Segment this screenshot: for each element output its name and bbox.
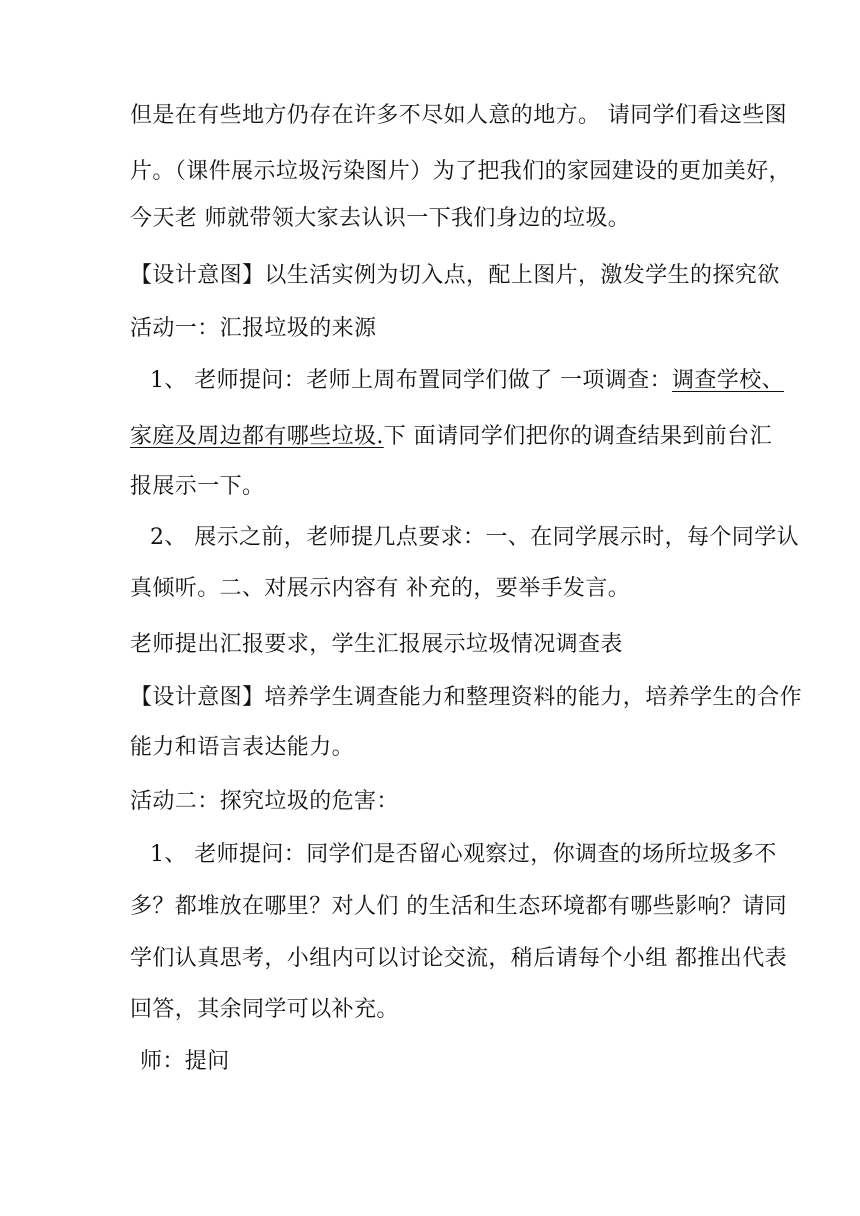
text-line: 多？都堆放在哪里？对人们 的生活和生态环境都有哪些影响？请同 <box>130 894 787 919</box>
design-intent-line: 【设计意图】培养学生调查能力和整理资料的能力，培养学生的合作 <box>130 685 803 710</box>
text-line: 真倾听。二、对展示内容有 补充的，要举手发言。 <box>130 576 631 601</box>
text-line: 回答，其余同学可以补充。 <box>130 997 399 1022</box>
activity-heading: 活动一：汇报垃圾的来源 <box>130 316 377 341</box>
text-line: 师：提问 <box>140 1049 230 1074</box>
text-line: 学们认真思考，小组内可以讨论交流，稍后请每个小组 都推出代表 <box>130 946 787 971</box>
text-line: 今天老 师就带领大家去认识一下我们身边的垃圾。 <box>130 206 631 231</box>
text-line: 2、 展示之前，老师提几点要求：一、在同学展示时，每个同学认 <box>150 525 799 550</box>
text-line: 片。（课件展示垃圾污染图片）为了把我们的家园建设的更加美好， <box>130 159 792 184</box>
text-line <box>130 422 772 452</box>
underlined-text: 家庭及周边都有哪些垃圾. <box>130 424 384 449</box>
text-line: 报展示一下。 <box>130 474 265 499</box>
design-intent-line: 【设计意图】以生活实例为切入点，配上图片，激发学生的探究欲 <box>130 263 780 288</box>
underlined-text: 调查学校、 <box>672 368 785 393</box>
activity-heading: 活动二：探究垃圾的危害： <box>130 789 399 814</box>
text-segment: 下 面请同学们把你的调查结果到前台汇 <box>383 424 772 449</box>
text-segment: 1、 老师提问：老师上周布置同学们做了 一项调查： <box>150 368 672 393</box>
text-line: 能力和语言表达能力。 <box>130 735 355 760</box>
text-line: 但是在有些地方仍存在许多不尽如人意的地方。 请同学们看这些图 <box>130 103 787 128</box>
text-line <box>150 366 784 396</box>
text-line: 1、 老师提问：同学们是否留心观察过，你调查的场所垃圾多不 <box>150 842 777 867</box>
text-line: 老师提出汇报要求，学生汇报展示垃圾情况调查表 <box>130 632 623 657</box>
